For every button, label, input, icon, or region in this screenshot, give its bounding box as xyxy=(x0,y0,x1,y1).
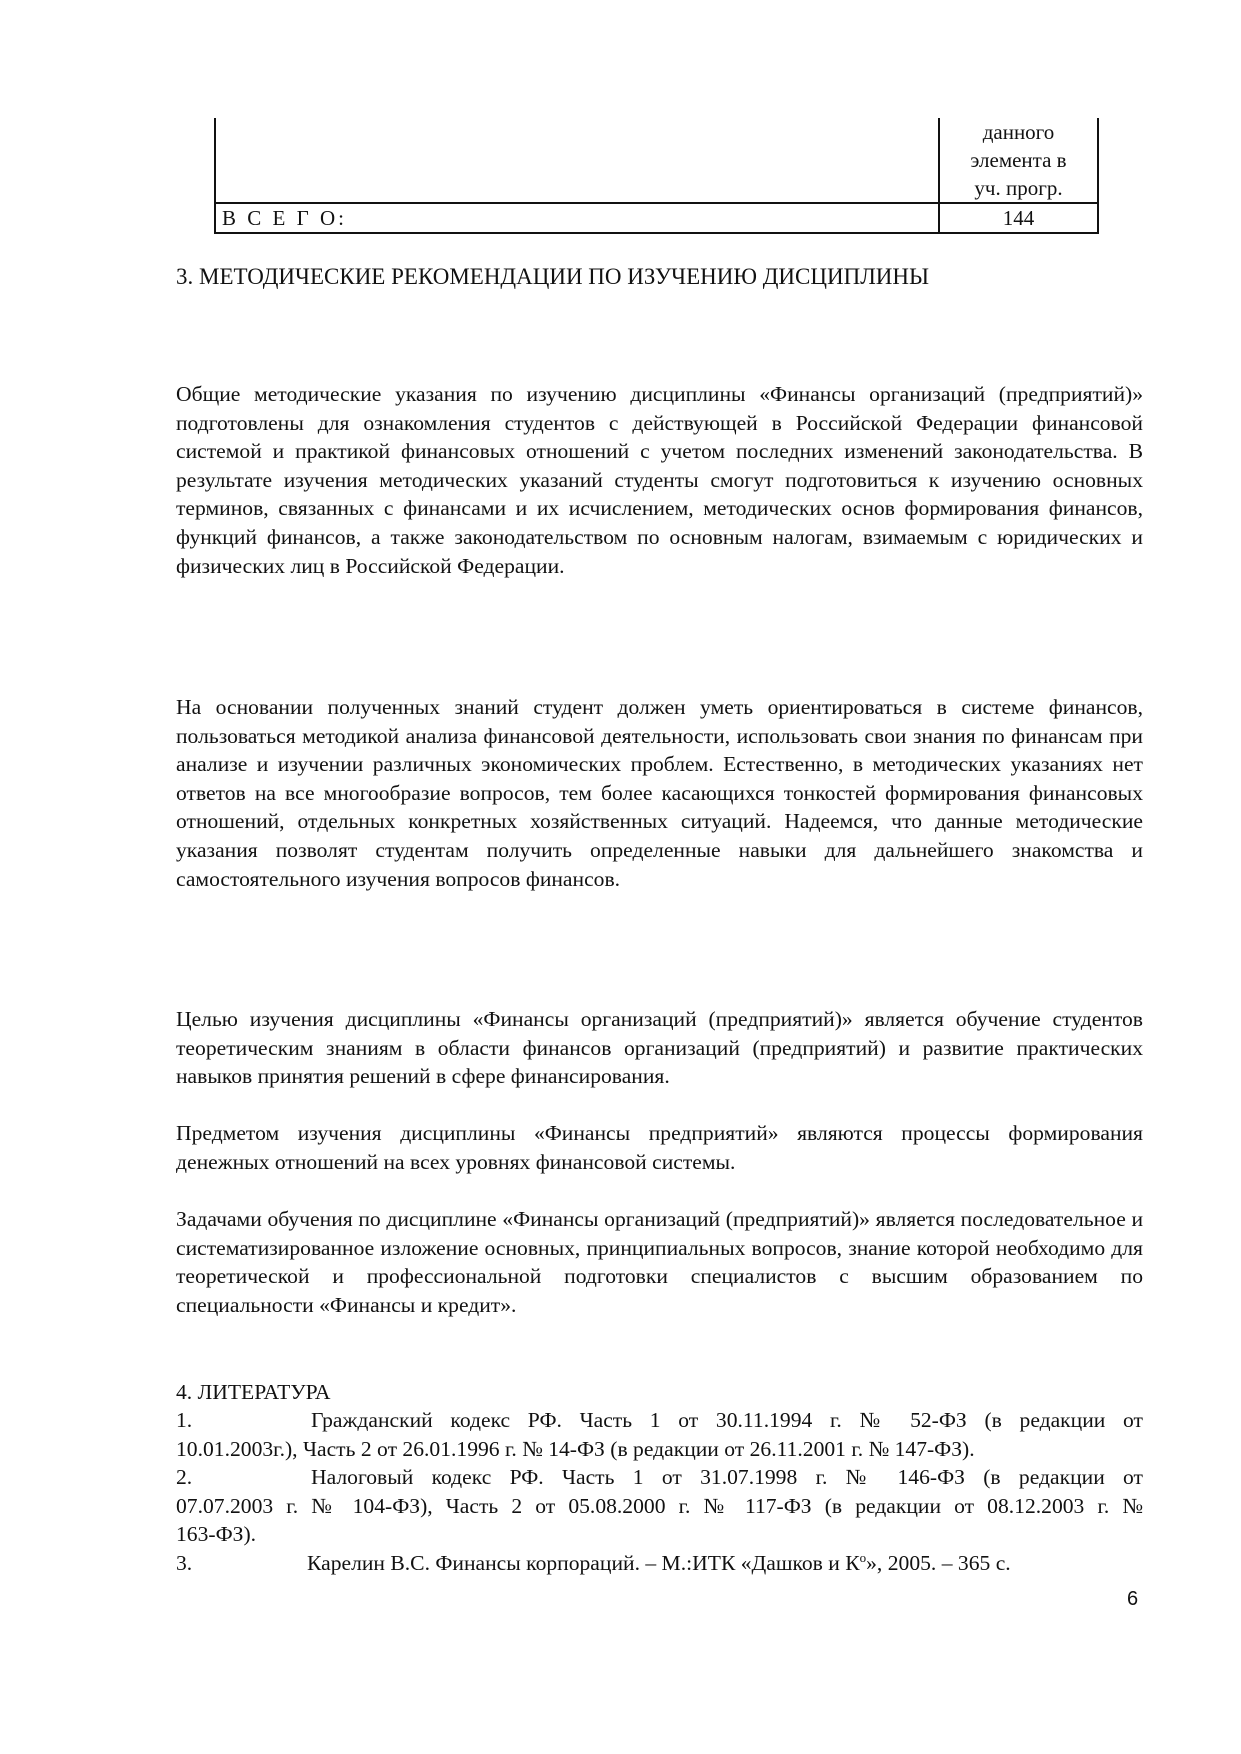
literature-item-text: Карелин В.С. Финансы корпораций. – М.:ИТК «Дашков и К xyxy=(307,1551,860,1575)
table-cell-line: данного xyxy=(982,120,1055,144)
table-total-row xyxy=(215,203,1098,233)
paragraph-general-guidance: Общие методические указания по изучению дисциплины «Финансы организаций (предприятий)» подготовлены для ознакомления студентов с действующей в Российской Федерации финансовой системой и практикой финансовых отношений с учетом последних изменений законодательства. В результате изучения методических указаний студенты смогут подготовиться к изучению основных терминов, связанных с финансами и их исчислением, методических основ формирования финансов, функций финансов, а также законодательством по основным налогам, взимаемым с юридических и физических лиц в Российской Федерации. xyxy=(176,382,1143,578)
table-cell-empty xyxy=(215,118,939,203)
table-cell-element-note xyxy=(939,118,1098,203)
hours-table-fragment xyxy=(214,118,1099,234)
literature-item-line xyxy=(176,1463,1143,1492)
total-value-cell xyxy=(939,203,1098,233)
literature-item-number: 1. xyxy=(176,1408,193,1432)
literature-item-line: 10.01.2003г.), Часть 2 от 26.01.1996 г. № 14-ФЗ (в редакции от 26.11.2001 г. № 147-ФЗ). xyxy=(176,1436,975,1461)
literature-item xyxy=(176,1549,1143,1578)
paragraph-course-subject: Предметом изучения дисциплины «Финансы предприятий» являются процессы формирования денежных отношений на всех уровнях финансовой системы. xyxy=(176,1121,1143,1174)
superscript-o: о xyxy=(859,1549,867,1565)
paragraph-knowledge-outcome: На основании полученных знаний студент должен уметь ориентироваться в системе финансов, пользоваться методикой анализа финансовой деятельности, использовать свои знания по финансам при анализе и изучении различных экономических проблем. Естественно, в методических указаниях нет ответов на все многообразие вопросов, тем более касающихся тонкостей формирования финансовых отношений, отдельных конкретных хозяйственных ситуаций. Надеемся, что данные методические указания позволят студентам получить определенные навыки для дальнейшего знакомства и самостоятельного изучения вопросов финансов. xyxy=(176,695,1143,891)
literature-item-number: 3. xyxy=(176,1551,193,1575)
section-3-heading: 3. МЕТОДИЧЕСКИЕ РЕКОМЕНДАЦИИ ПО ИЗУЧЕНИЮ ДИСЦИПЛИНЫ xyxy=(176,264,930,289)
paragraph-course-tasks: Задачами обучения по дисциплине «Финансы организаций (предприятий)» является последовательное и систематизированное изложение основных, принципиальных вопросов, знание которой необходимо для теоретической и профессиональной подготовки специалистов с высшим образованием по специальности «Финансы и кредит». xyxy=(176,1207,1143,1317)
literature-item xyxy=(176,1463,1143,1549)
paragraph-course-goal: Целью изучения дисциплины «Финансы организаций (предприятий)» является обучение студентов теоретическим знаниям в области финансов организаций (предприятий) и развитие практических навыков принятия решений в сфере финансирования. xyxy=(176,1007,1143,1089)
literature-item-line xyxy=(176,1549,1143,1578)
literature-item-text-end: », 2005. – 365 с. xyxy=(866,1551,1011,1575)
literature-item-line: 163-ФЗ). xyxy=(176,1522,257,1547)
literature-item xyxy=(176,1406,1143,1463)
literature-item-text: Гражданский кодекс РФ. Часть 1 от 30.11.1994 г. № 52-ФЗ (в редакции от xyxy=(311,1408,1143,1432)
total-value: 144 xyxy=(1002,206,1035,230)
literature-item-line xyxy=(176,1406,1143,1435)
total-label: В С Е Г О: xyxy=(222,206,347,230)
literature-item-text: Налоговый кодекс РФ. Часть 1 от 31.07.1998 г. № 146-ФЗ (в редакции от xyxy=(311,1465,1143,1489)
total-label-cell xyxy=(215,203,939,233)
literature-item-number: 2. xyxy=(176,1465,193,1489)
literature-item-line: 07.07.2003 г. № 104-ФЗ), Часть 2 от 05.08.2000 г. № 117-ФЗ (в редакции от 08.12.2003 г. № xyxy=(176,1493,1143,1518)
section-4-heading: 4. ЛИТЕРАТУРА xyxy=(176,1380,331,1404)
page-number: 6 xyxy=(1127,1588,1139,1610)
table-row xyxy=(215,118,1098,203)
table-cell-line: уч. прогр. xyxy=(974,176,1063,200)
table-cell-line: элемента в xyxy=(970,148,1067,172)
